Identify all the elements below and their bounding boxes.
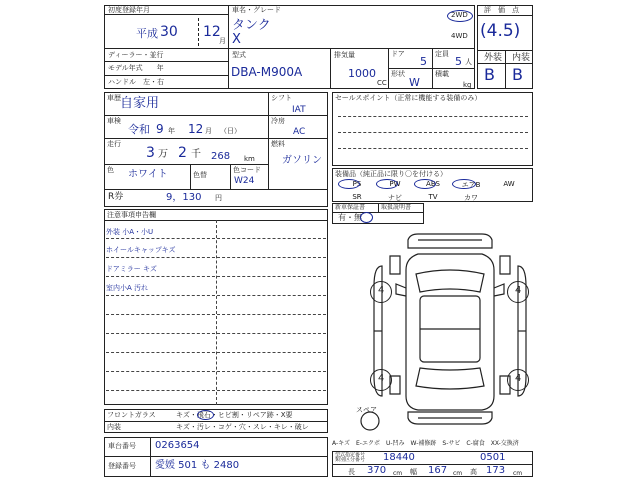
note-item: 外装 小A・小U [106,228,154,236]
spec-label-2: 類別区分番号 [335,457,366,463]
car-grade: X [232,32,241,47]
int-grade: B [512,65,523,84]
mileage-exact: 268 [211,151,231,162]
shaken-year: 9 [156,122,164,136]
model-year-label: モデル年式 年 [108,64,164,72]
width-label: 幅 [410,468,417,476]
rating-title: 評 価 点 [484,6,519,14]
manual-label: 取扱説明書 [381,204,412,211]
car-name: タンク [232,18,271,33]
door-label: ドア [391,50,405,58]
equip-leather: カワ [464,194,478,202]
load-label: 積載 [435,70,449,78]
sen-unit: 千 [191,149,201,160]
damage-mark: 4 [378,373,385,384]
width-unit: cm [453,470,463,477]
shaken-label: 車検 [107,117,121,125]
sales-point-box [332,92,533,166]
equipment-label: 装備品（純正品に限り〇を付ける） [335,170,447,178]
yen-unit: 円 [215,194,222,202]
ac: AC [293,127,306,137]
shape-label: 形状 [391,70,405,78]
shaken-month: 12 [188,122,204,136]
notes-rule [106,257,326,258]
damage-mark: 4 [515,373,522,384]
length-unit: cm [393,470,403,477]
fuel: ガソリン [282,155,322,166]
chassis-number: 0263654 [155,440,200,451]
rating-score: (4.5) [480,21,521,41]
interior-options: キズ・汚レ・コゲ・穴・スレ・キレ・破レ [176,423,309,431]
recycle-amount: 9，130 [166,192,202,203]
sales-point-label: セールスポイント（正常に機能する装備のみ） [335,94,482,102]
equip-ps-circle [338,179,360,189]
notes-rule [106,371,326,372]
length-label: 長 [348,468,355,476]
reg-month: 12 [203,24,221,40]
chassis-label: 車台番号 [108,442,136,450]
shift-label: シフト [271,94,292,102]
color-code: W24 [234,176,255,186]
glass-options: キズ・飛石・ヒビ割・リペア跡・X要 [176,411,293,419]
shaken-day: （日） [220,127,241,135]
drive-4wd: 4WD [451,32,468,40]
notes-rule [106,390,326,391]
month-unit: 月 [219,37,226,45]
notes-rule [106,295,326,296]
equip-abs: ABS [426,180,440,188]
height-unit: cm [513,470,523,477]
equip-ps: PS [352,180,362,188]
notes-label: 注意事項申告欄 [107,211,156,219]
note-item: ドアミラー キズ [106,265,157,273]
drive-2wd: 2WD [451,11,468,19]
ext-label: 外装 [484,53,503,63]
damage-mark: 4 [378,285,385,296]
load-unit: kg [463,81,472,89]
ac-label: 冷房 [271,117,285,125]
notes-rule [106,333,326,334]
notes-rule [106,352,326,353]
height: 173 [486,465,506,476]
spec-number-2: 0501 [480,452,506,463]
notes-rule [106,314,326,315]
int-label: 内装 [512,53,531,63]
notes-rule [106,238,326,239]
displacement: 1000 [348,67,376,80]
width: 167 [428,465,448,476]
warranty-value: 有・無 [338,213,362,222]
ext-grade: B [484,65,495,84]
mileage-1k: 2 [178,145,187,161]
plate-number: 愛媛 501 も 2480 [155,460,240,471]
recycle-label: R券 [108,192,124,202]
reg-era: 平成 [136,27,158,40]
chassis-box [104,437,328,477]
color-code-label: 色コード [233,166,261,174]
car-name-label: 車名・グレード [232,6,281,14]
equip-airbag-circle [452,179,476,189]
equip-empty [490,193,528,203]
mileage-10k: 3 [146,145,155,161]
car-diagram [360,226,540,436]
doors: 5 [420,55,427,68]
equip-pw-circle [376,179,398,189]
color: ホワイト [128,169,168,180]
km-unit: km [244,155,255,163]
spec-label-1: 型式指定番号 [335,452,366,458]
shift: IAT [292,105,306,115]
mileage-label: 走行 [107,140,121,148]
dealer-label: ディーラー・並行 [108,51,164,59]
warranty-none-circle [360,212,373,223]
glass-label: フロントガラス [107,411,156,419]
man-unit: 万 [158,149,168,160]
note-item: ホイールキャップキズ [106,246,176,254]
height-label: 高 [470,468,477,476]
type-label: 型式 [232,51,246,59]
equip-pw: PW [389,180,401,188]
use: 自家用 [120,96,160,111]
damage-mark: 4 [515,285,522,296]
equip-tv: TV [428,193,438,201]
model-code: DBA-M900A [231,65,303,79]
length: 370 [367,465,387,476]
equip-sr: SR [352,193,362,201]
displacement-label: 排気量 [334,51,355,59]
shape: W [409,76,420,89]
color-change-label: 色替 [193,171,207,179]
shaken-era: 令和 [128,123,150,136]
note-item: 室内小A 汚れ [106,284,149,292]
handle-label: ハンドル 左・右 [108,78,164,86]
interior-label: 内装 [107,423,121,431]
shaken-month-unit: 月 [205,127,212,135]
plate-label: 登録番号 [108,462,136,470]
equip-abs-circle [414,179,436,189]
equip-aw: AW [503,180,515,188]
notes-rule [106,276,326,277]
equip-airbag: エアB [461,181,481,189]
damage-legend: A-キズ E-エクボ U-凹み W-補修跡 S-サビ C-腐食 XX-交換済 [332,440,519,447]
color-label: 色 [107,166,114,174]
capacity: 5 [455,55,462,68]
reg-year: 30 [160,24,178,40]
fuel-label: 燃料 [271,140,285,148]
spare-label: スペア [356,406,377,414]
use-label: 車歴 [107,94,121,102]
shaken-year-unit: 年 [168,127,175,135]
glass-chip-circle [197,410,214,420]
reg-date-label: 初度登録年月 [108,6,150,14]
capacity-unit: 人 [465,58,472,66]
warranty-label: 新車保証書 [335,204,366,211]
spec-number-1: 18440 [383,452,415,463]
capacity-label: 定員 [435,50,449,58]
cc-unit: CC [377,79,387,87]
equip-navi: ナビ [388,194,402,202]
